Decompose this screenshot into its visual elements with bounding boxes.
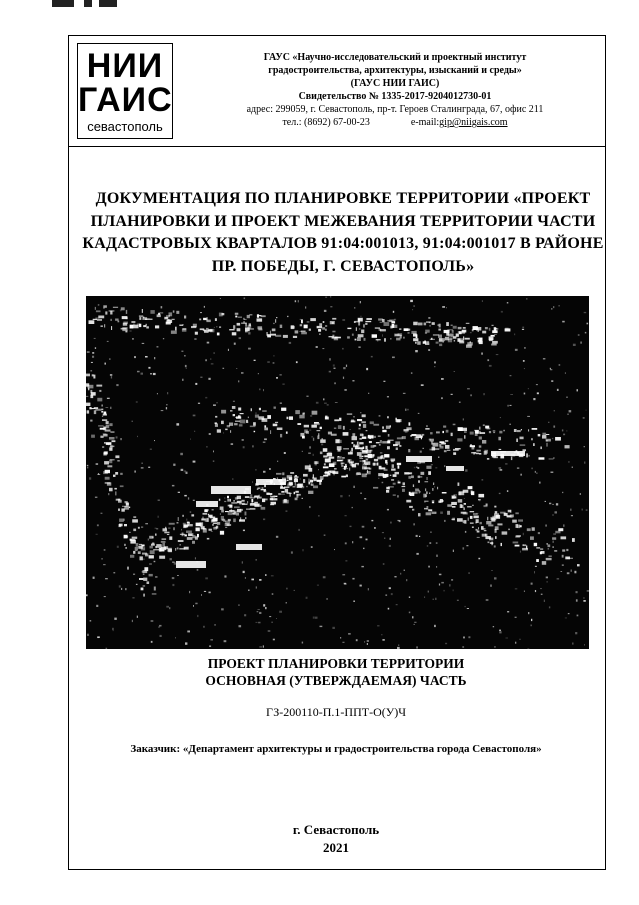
document-subtitle bbox=[68, 655, 604, 689]
header-band bbox=[69, 36, 605, 147]
document-year: 2021 bbox=[323, 840, 349, 855]
aerial-city-photo bbox=[86, 296, 589, 649]
org-email-label: e-mail: bbox=[410, 117, 440, 128]
title-line: ДОКУМЕНТАЦИЯ ПО ПЛАНИРОВКЕ ТЕРРИТОРИИ «ПРОЕКТ bbox=[95, 190, 591, 207]
title-line: КАДАСТРОВЫХ КВАРТАЛОВ 91:04:001013, 91:04:001017 В РАЙОНЕ bbox=[82, 235, 604, 252]
subtitle-line: ПРОЕКТ ПЛАНИРОВКИ ТЕРРИТОРИИ bbox=[207, 656, 465, 671]
scan-artifact bbox=[99, 0, 117, 7]
org-name-line2: градостроительства, архитектуры, изысканий и среды» bbox=[268, 65, 522, 76]
org-short-name: (ГАУС НИИ ГАИС) bbox=[350, 78, 440, 89]
city-year-block bbox=[68, 821, 604, 857]
document-code: ГЗ-200110-П.1-ППТ-О(У)Ч bbox=[265, 705, 407, 719]
organization-details bbox=[187, 51, 603, 129]
city-name: г. Севастополь bbox=[292, 822, 380, 837]
logo-text-city: севастополь bbox=[87, 119, 163, 134]
customer-line: Заказчик: «Департамент архитектуры и градостроительства города Севастополя» bbox=[130, 743, 542, 755]
org-email-link[interactable]: gip@niigais.com bbox=[439, 117, 508, 128]
scan-artifact bbox=[84, 0, 92, 7]
org-address: адрес: 299059, г. Севастополь, пр-т. Героев Сталинграда, 67, офис 211 bbox=[246, 104, 544, 115]
org-certificate: Свидетельство № 1335-2017-9204012730-01 bbox=[298, 91, 492, 102]
subtitle-line: ОСНОВНАЯ (УТВЕРЖДАЕМАЯ) ЧАСТЬ bbox=[205, 673, 467, 688]
title-line: ПР. ПОБЕДЫ, Г. СЕВАСТОПОЛЬ» bbox=[211, 257, 475, 275]
title-line: ПЛАНИРОВКИ И ПРОЕКТ МЕЖЕВАНИЯ ТЕРРИТОРИИ ЧАСТИ bbox=[90, 212, 596, 230]
org-phone: тел.: (8692) 67-00-23 bbox=[282, 117, 370, 128]
logo-text-gais: ГАИС bbox=[78, 81, 173, 119]
logo-text-nii: НИИ bbox=[86, 47, 164, 85]
scan-artifact bbox=[52, 0, 74, 7]
org-name-line1: ГАУС «Научно-исследовательский и проектный институт bbox=[263, 52, 527, 63]
aerial-photo-texture bbox=[86, 296, 589, 649]
institute-logo bbox=[77, 43, 173, 139]
org-contacts bbox=[187, 116, 603, 129]
document-title bbox=[76, 188, 610, 278]
